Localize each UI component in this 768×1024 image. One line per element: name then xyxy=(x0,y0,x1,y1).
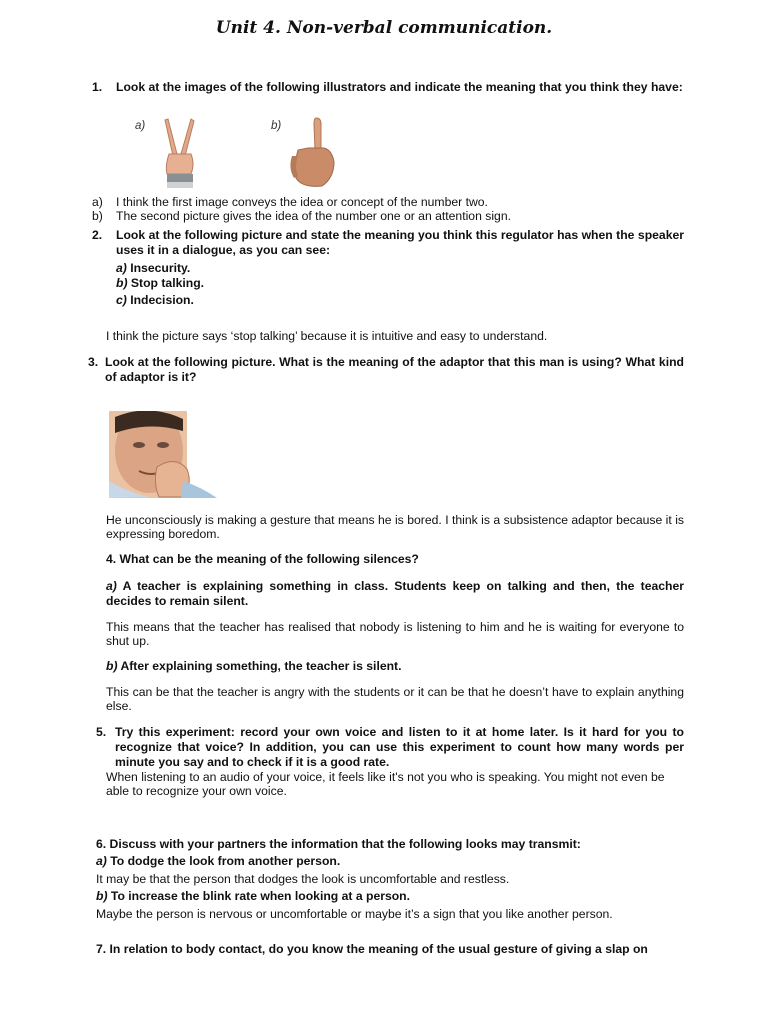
part-marker: b) xyxy=(106,659,118,673)
question-2-option-a xyxy=(116,261,190,276)
question-2-text: Look at the following picture and state the meaning you think this regulator has when the speaker uses it in a dialogue, as you can see: xyxy=(116,228,684,257)
question-1-answer-a xyxy=(92,195,692,209)
question-1-answer-b xyxy=(92,209,692,223)
question-4-answer-b: This can be that the teacher is angry with the students or it can be that he doesn’t have to explain anything else. xyxy=(106,685,684,713)
part-marker: a) xyxy=(106,579,117,593)
option-marker: b) xyxy=(116,276,128,290)
peace-sign-hand-image xyxy=(155,116,203,188)
question-4-part-a xyxy=(106,579,684,609)
question-5 xyxy=(96,725,684,770)
question-7-text: 7. In relation to body contact, do you know the meaning of the usual gesture of giving a slap on xyxy=(96,942,648,956)
answer-marker: b) xyxy=(92,209,103,223)
question-2-number: 2. xyxy=(92,228,103,242)
question-5-number: 5. xyxy=(96,725,107,739)
part-text: After explaining something, the teacher is silent. xyxy=(117,659,402,673)
page-title: Unit 4. Non-verbal communication. xyxy=(215,18,553,38)
option-text: Indecision. xyxy=(126,293,194,307)
question-4-answer-a: This means that the teacher has realised that nobody is listening to him and he is waiting for everyone to shut up. xyxy=(106,620,684,648)
question-1-number: 1. xyxy=(92,80,103,94)
pointing-finger-hand-image xyxy=(288,116,338,188)
image-a-label: a) xyxy=(135,120,146,132)
answer-marker: a) xyxy=(92,195,103,209)
question-5-text: Try this experiment: record your own voice and listen to it at home later. Is it hard for you to recognize that voice? In addition, you can use this experiment to count how many words per minute you say and to check if it is a good rate. xyxy=(115,725,684,769)
question-1 xyxy=(92,80,684,95)
question-3-answer: He unconsciously is making a gesture that means he is bored. I think is a subsistence adaptor because it is expressing boredom. xyxy=(106,513,684,541)
part-marker: a) xyxy=(96,854,107,868)
man-thinking-photo xyxy=(109,411,217,498)
option-text: Stop talking. xyxy=(127,276,205,290)
option-text: Insecurity. xyxy=(126,261,191,275)
question-6-part-b xyxy=(96,889,696,904)
question-6-answer-a: It may be that the person that dodges the look is uncomfortable and restless. xyxy=(96,872,510,886)
answer-text: The second picture gives the idea of the number one or an attention sign. xyxy=(116,209,511,223)
question-4-part-b xyxy=(106,659,684,674)
question-1-text: Look at the images of the following illustrators and indicate the meaning that you think they have: xyxy=(116,80,683,94)
question-6-answer-b: Maybe the person is nervous or uncomfortable or maybe it’s a sign that you like another person. xyxy=(96,907,613,921)
question-3-number: 3. xyxy=(88,355,99,369)
option-marker: a) xyxy=(116,261,127,275)
question-4-text: 4. What can be the meaning of the following silences? xyxy=(106,552,419,566)
question-3-text: Look at the following picture. What is the meaning of the adaptor that this man is using? What kind of adaptor is it? xyxy=(105,355,684,384)
part-text: A teacher is explaining something in class. Students keep on talking and then, the teacher decides to remain silent. xyxy=(106,579,684,608)
image-b-label: b) xyxy=(271,120,282,132)
answer-text: I think the first image conveys the idea or concept of the number two. xyxy=(116,195,488,209)
question-6-part-a xyxy=(96,854,696,869)
question-2 xyxy=(92,228,684,258)
part-marker: b) xyxy=(96,889,108,903)
question-6-text: 6. Discuss with your partners the information that the following looks may transmit: xyxy=(96,837,581,851)
option-marker: c) xyxy=(116,293,127,307)
question-3 xyxy=(88,355,684,385)
question-2-option-c xyxy=(116,293,194,308)
question-2-answer: I think the picture says ‘stop talking’ because it is intuitive and easy to understand. xyxy=(106,329,548,343)
part-text: To dodge the look from another person. xyxy=(106,854,341,868)
question-5-answer: When listening to an audio of your voice, it feels like it's not you who is speaking. You might not even be able to recognize your own voice. xyxy=(106,770,665,798)
question-2-option-b xyxy=(116,276,204,291)
part-text: To increase the blink rate when looking at a person. xyxy=(107,889,411,903)
